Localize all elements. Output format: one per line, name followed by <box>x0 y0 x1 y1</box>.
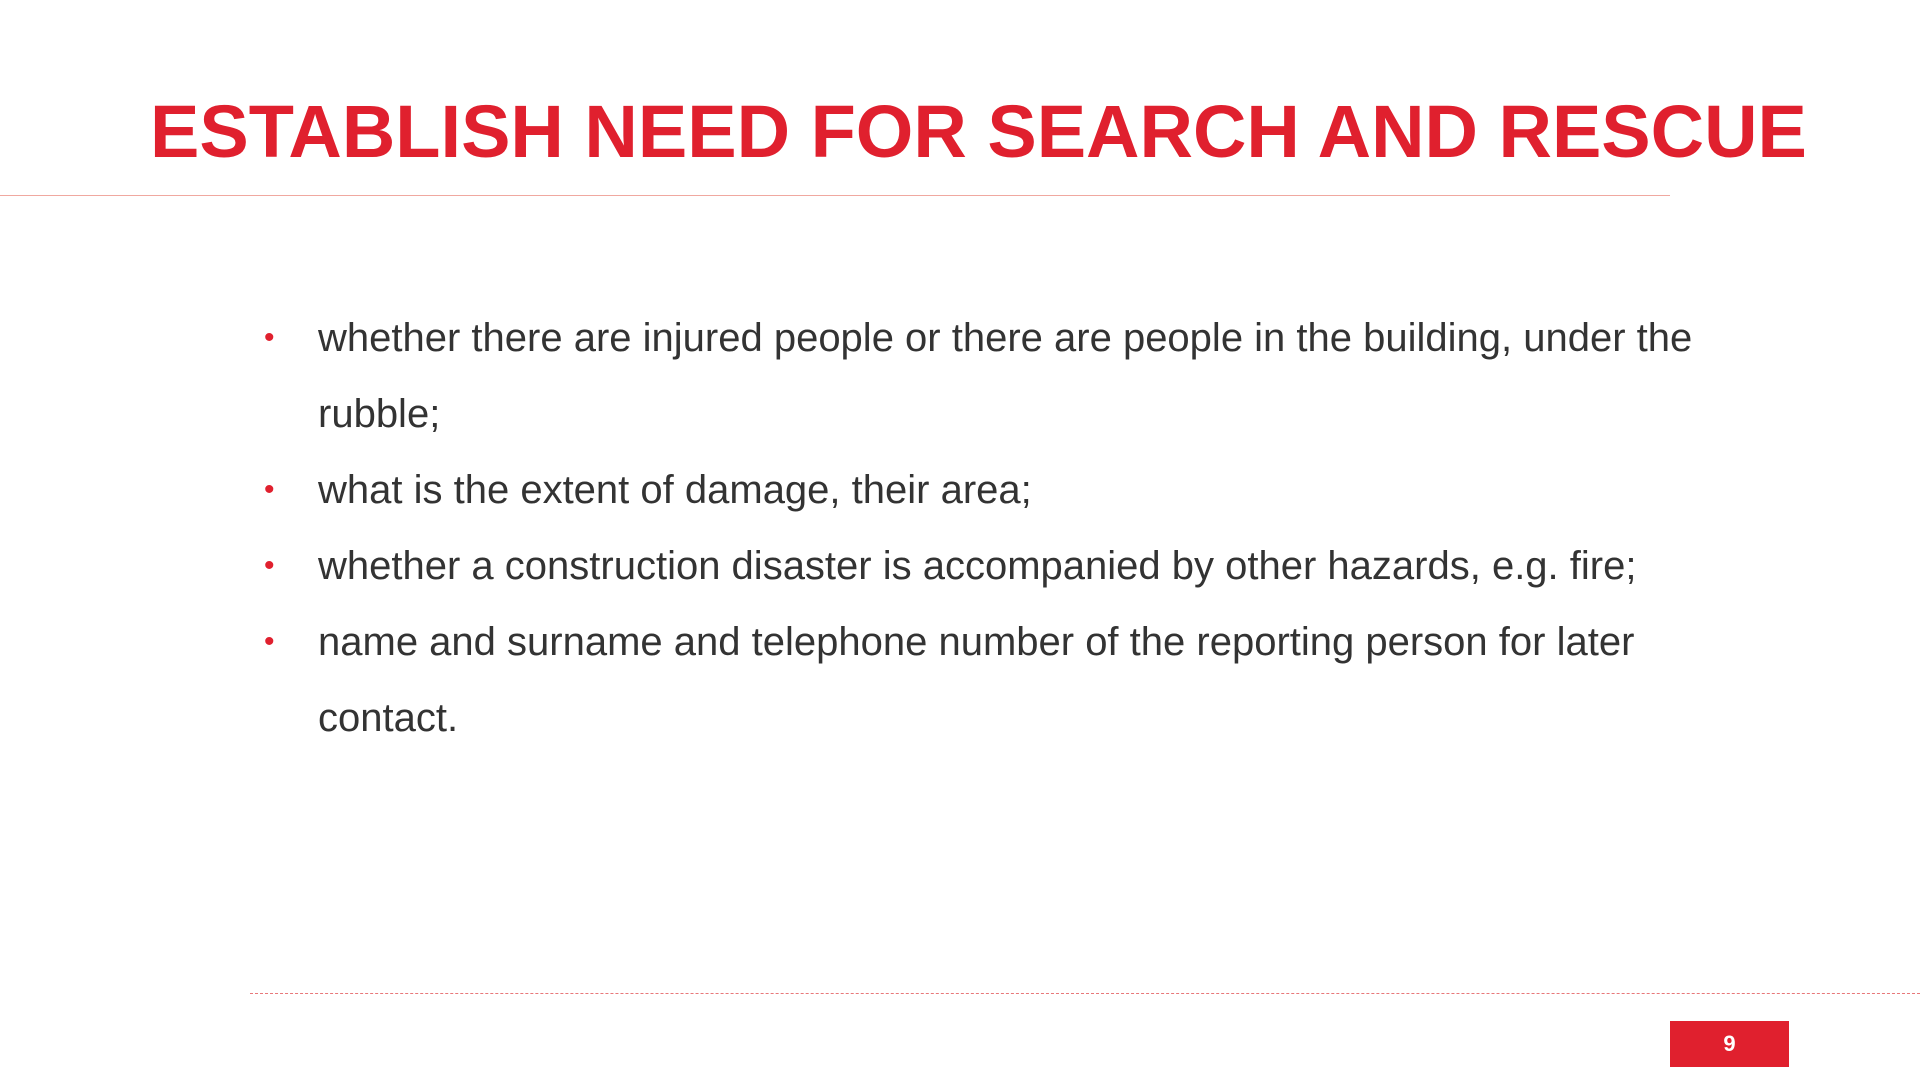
list-item-text: name and surname and telephone number of the reporting person for later contact. <box>318 620 1635 740</box>
footer-divider <box>250 993 1920 994</box>
bullet-icon: • <box>264 625 275 658</box>
list-item-text: whether there are injured people or there are people in the building, under the rubble; <box>318 316 1693 436</box>
list-item <box>260 452 1720 528</box>
list-item <box>260 604 1720 756</box>
bullet-icon: • <box>264 321 275 354</box>
bullet-icon: • <box>264 549 275 582</box>
bullet-list <box>260 300 1720 756</box>
list-item <box>260 300 1720 452</box>
list-item-text: what is the extent of damage, their area; <box>318 468 1032 512</box>
page-number-badge: 9 <box>1670 1021 1789 1067</box>
bullet-icon: • <box>264 473 275 506</box>
slide-title: ESTABLISH NEED FOR SEARCH AND RESCUE <box>150 90 1807 173</box>
list-item-text: whether a construction disaster is accompanied by other hazards, e.g. fire; <box>318 544 1637 588</box>
list-item <box>260 528 1720 604</box>
title-divider <box>0 195 1670 196</box>
